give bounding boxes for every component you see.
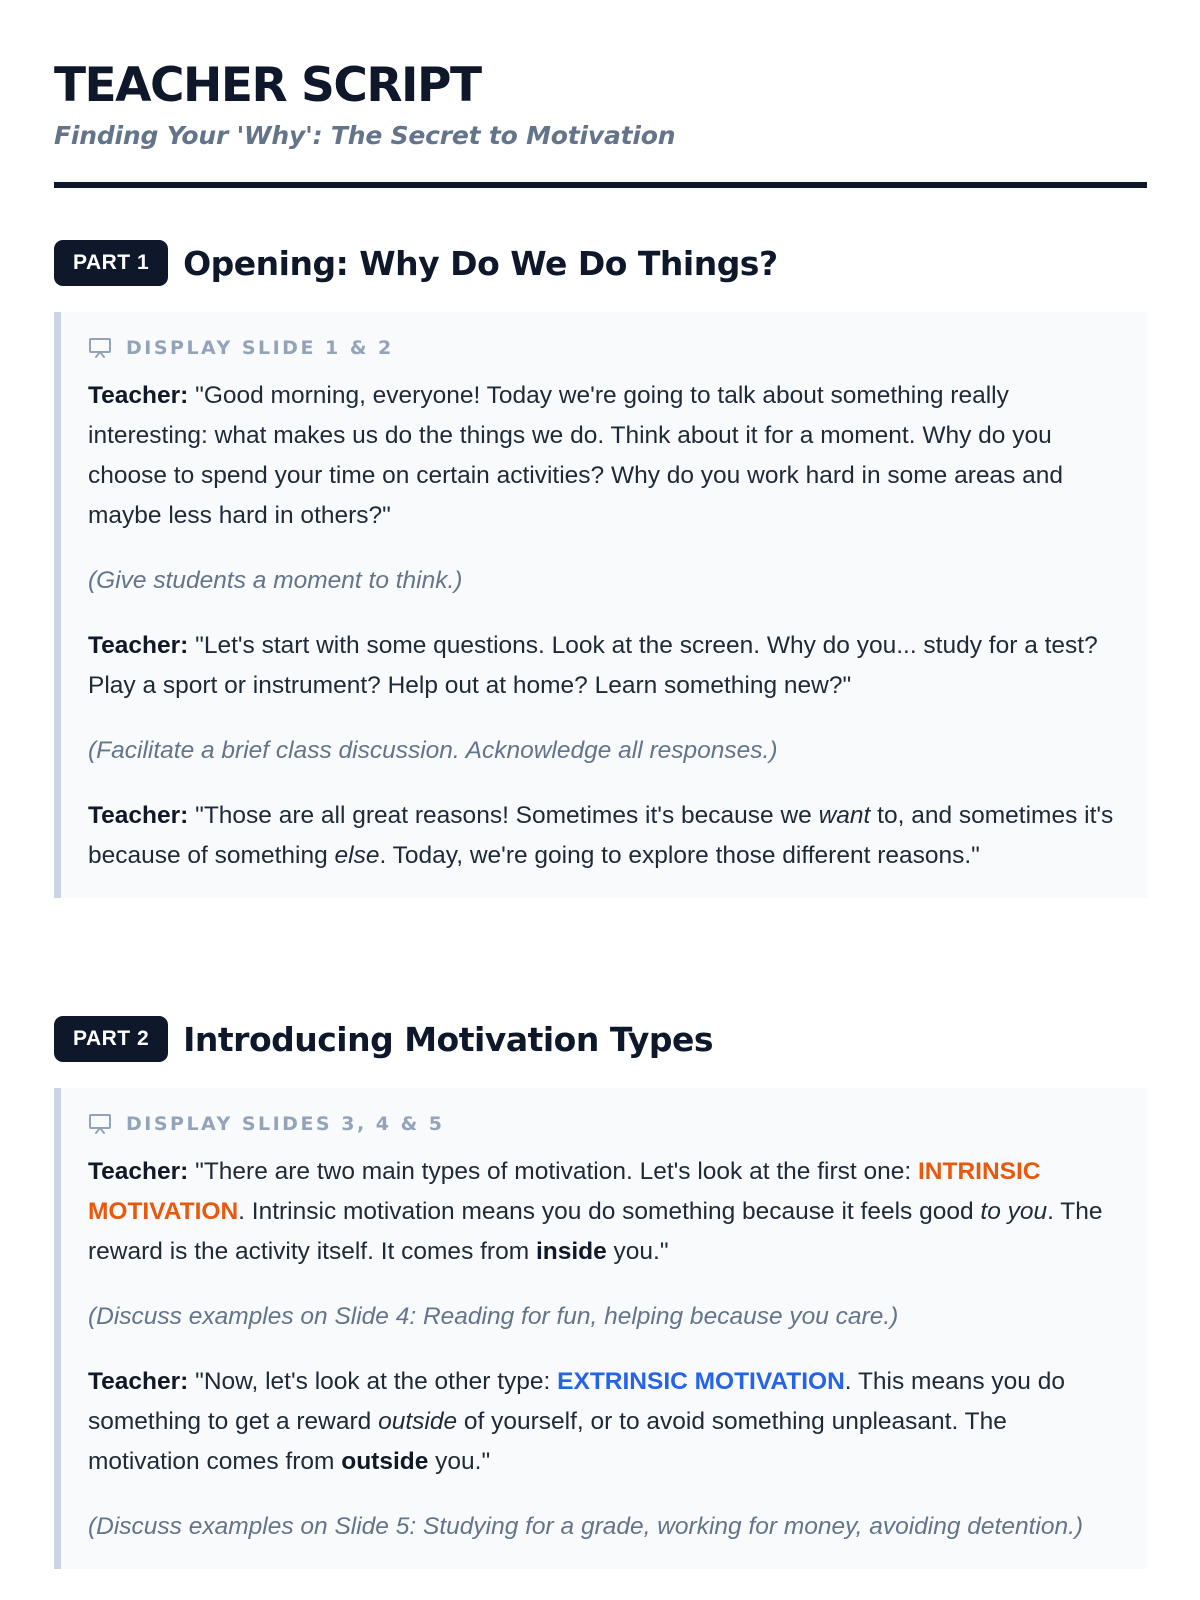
part-title: Opening: Why Do We Do Things?	[183, 243, 778, 283]
line-text: "Now, let's look at the other type:	[188, 1368, 558, 1395]
part-badge: PART 1	[54, 240, 168, 286]
part-1-section	[54, 240, 1147, 898]
presentation-screen-icon	[88, 336, 112, 360]
speaker-label: Teacher:	[88, 382, 189, 409]
line-text: . This means you do something to get a reward	[88, 1368, 1065, 1435]
line-text: "Let's start with some questions. Look at the screen. Why do you... study for a test? Play a sport or instrument? Help out at home? Learn something new?"	[88, 632, 1098, 699]
stage-direction: (Facilitate a brief class discussion. Acknowledge all responses.)	[88, 737, 778, 764]
teacher-line	[88, 796, 1117, 876]
part-title: Introducing Motivation Types	[183, 1019, 714, 1059]
bold-text: inside	[535, 1238, 607, 1265]
line-text: . Intrinsic motivation means you do something because it feels good	[238, 1198, 981, 1225]
line-text: "Those are all great reasons! Sometimes it's because we	[188, 802, 819, 829]
teacher-line	[88, 1152, 1117, 1272]
line-text: you."	[428, 1448, 491, 1475]
script-box	[54, 1088, 1147, 1569]
line-text: "Good morning, everyone! Today we're going to talk about something really interesting: what makes us do the things we do. Think about it for a moment. Why do you choose to spend your time on certain activities? Why do you work hard in some areas and maybe less hard in others?"	[88, 382, 1064, 529]
emphasis-text: else	[334, 842, 380, 869]
emphasis-text: outside	[378, 1408, 458, 1435]
teacher-line	[88, 626, 1117, 706]
speaker-label: Teacher:	[88, 632, 189, 659]
line-text: "There are two main types of motivation. Let's look at the first one:	[188, 1158, 918, 1185]
part-header	[54, 240, 1147, 286]
presentation-screen-icon	[88, 1112, 112, 1136]
title-divider	[54, 182, 1147, 188]
script-box	[54, 312, 1147, 898]
line-text: you."	[606, 1238, 669, 1265]
display-slide-text: DISPLAY SLIDE 1 & 2	[126, 337, 394, 359]
extrinsic-motivation-term: EXTRINSIC MOTIVATION	[557, 1368, 845, 1395]
display-slide-text: DISPLAY SLIDES 3, 4 & 5	[126, 1113, 445, 1135]
part-header	[54, 1016, 1147, 1062]
line-text: of yourself, or to avoid something unpleasant. The motivation comes from	[88, 1408, 1007, 1475]
document-header	[54, 58, 1147, 188]
teacher-line	[88, 376, 1117, 536]
display-slide-label	[88, 1112, 1117, 1136]
document-title: TEACHER SCRIPT	[54, 58, 481, 113]
stage-direction: (Discuss examples on Slide 5: Studying for a grade, working for money, avoiding detention.)	[88, 1513, 1084, 1540]
line-text: to, and sometimes it's because of something	[88, 802, 1114, 869]
teacher-line	[88, 1362, 1117, 1482]
part-2-section	[54, 1016, 1147, 1569]
emphasis-text: to you	[980, 1198, 1048, 1225]
document-subtitle: Finding Your 'Why': The Secret to Motivation	[54, 121, 676, 150]
stage-direction: (Give students a moment to think.)	[88, 567, 463, 594]
intrinsic-motivation-term: INTRINSIC MOTIVATION	[88, 1158, 1041, 1225]
part-badge: PART 2	[54, 1016, 168, 1062]
bold-text: outside	[341, 1448, 429, 1475]
display-slide-label	[88, 336, 1117, 360]
stage-direction: (Discuss examples on Slide 4: Reading for fun, helping because you care.)	[88, 1303, 899, 1330]
emphasis-text: want	[818, 802, 871, 829]
speaker-label: Teacher:	[88, 802, 189, 829]
speaker-label: Teacher:	[88, 1158, 189, 1185]
speaker-label: Teacher:	[88, 1368, 189, 1395]
line-text: . Today, we're going to explore those different reasons."	[379, 842, 980, 869]
line-text: . The reward is the activity itself. It comes from	[88, 1198, 1103, 1265]
